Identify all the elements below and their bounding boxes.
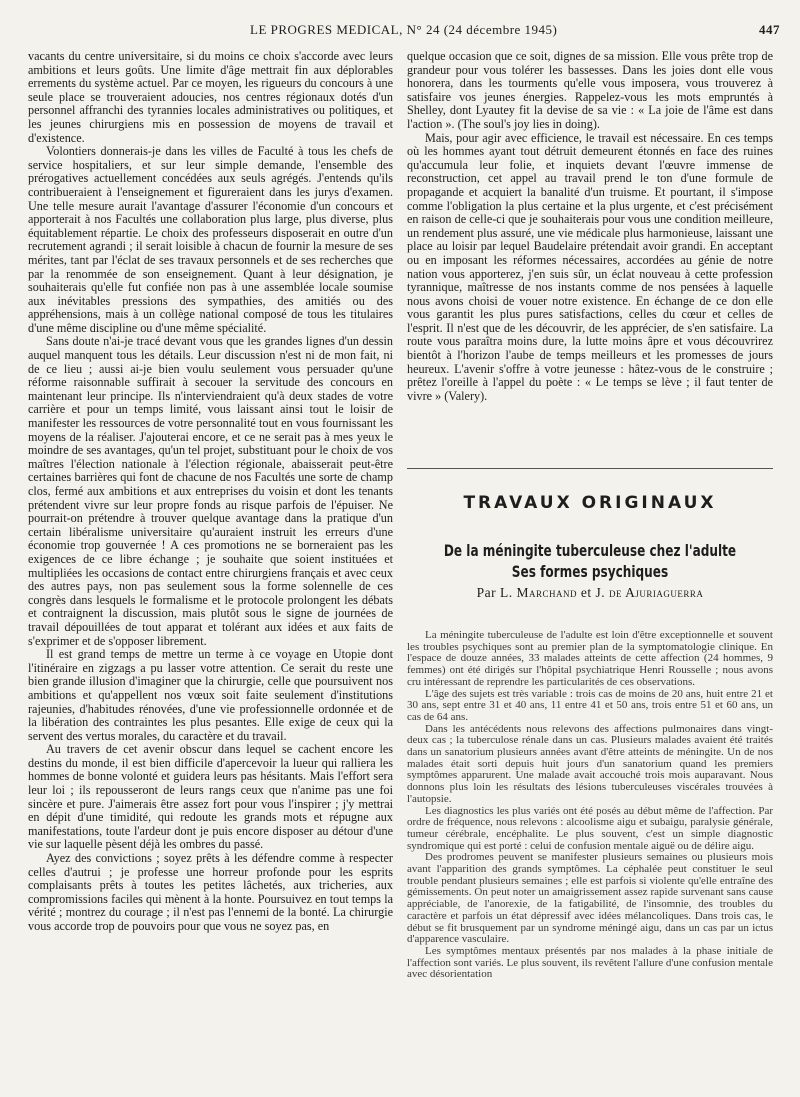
article-title <box>436 540 743 582</box>
paragraph: Il est grand temps de mettre un terme à ce voyage en Utopie dont l'itinéraire en zigzags a pu lasser votre attention. Ce serait du reste une bien grande illusion d'imaginer que la chirurgie, celle que poursuivent nos ambitions et qu'appellent nos vœux soit faite seulement d'institutions rajeunies, d'habitudes rénovées, d'une vie professionnelle ordonnée et de la libération des contraintes les plus pesantes. Elle exige de ceux qui la servent des vertus morales, du caractère et du travail. <box>28 647 393 743</box>
section-divider <box>407 468 773 469</box>
article-body <box>407 630 773 981</box>
paragraph: Ayez des convictions ; soyez prêts à les défendre comme à respecter celles d'autrui ; je professe une horreur profonde pour les esprits complaisants prêts à toutes les petites lâchetés, aux tricheries, aux compromissions faciles qui mènent à la honte. Poursuivez en tout temps la vérité ; montrez du courage ; il n'est pas l'ennemi de la bonté. La chirurgie vous accorde trop de pouvoirs pour que vous ne soyez pas, en <box>28 851 393 933</box>
left-column <box>28 50 393 934</box>
paragraph: Au travers de cet avenir obscur dans lequel se cachent encore les destins du monde, il est bien difficile d'apercevoir la lueur qui ralliera les hommes de bonne volonté et guidera leurs pas hésitants. Mais l'effort sera leur loi ; ils repousseront de leurs rangs ceux que n'anime pas une foi sincère et pure. J'aimerais être assez fort pour vous l'inspirer ; j'y mettrai en dépit d'une timidité, qui redoute les grands mots et répugne aux manifestations, toute l'ardeur dont je puis encore disposer au détour d'une vie sur laquelle pèsent déjà les ombres du passé. <box>28 742 393 852</box>
byline <box>407 585 773 601</box>
paragraph: Volontiers donnerais-je dans les villes de Faculté à tous les chefs de service hospitaliers, et sur leur simple demande, l'ensemble des prérogatives actuellement concédées aux seuls agrégés. J'entends qu'ils contribueraient à l'enseignement et figureraient dans les jurys d'examen. Une telle mesure aurait l'avantage d'assurer l'économie d'un concours et apporterait à nos Facultés une collaboration plus large, plus diverse, plus équitablement répartie. Le choix des professeurs disposerait en outre d'un recrutement agrandi ; il serait loisible à chacun de fournir la mesure de ses mérites, tant par l'éclat de ses travaux personnels et de ses recherches que par la renommée de son enseignement. Quant à leur désignation, je souhaiterais qu'elle fut confiée non pas à une assemblée locale soumise aux inévitables pressions des sympathies, des amitiés ou des appréhensions, mais à un collège national composé de tous les titulaires d'une même discipline ou d'une même spécialité. <box>28 144 393 335</box>
paragraph: Mais, pour agir avec efficience, le travail est nécessaire. En ces temps où les hommes ayant tout détruit demeurent étonnés en face des ruines qu'accumula leur folie, et inquiets devant l'œuvre immense de reconstruction, cet appel au travail prend le ton d'une formule de propagande et acquiert la banalité d'un truisme. Et pourtant, il s'impose comme l'obligation la plus certaine et la plus urgente, et c'est précisément en raison de celle-ci que je souhaiterais pour vous une condition meilleure, un rendement plus assuré, une vie médicale plus harmonieuse, laissant une place au loisir par lequel Baudelaire prétendait avoir grandi. En acceptant ou en imposant les réformes nécessaires, accordées au génie de notre nation vous apporterez, j'en suis sûr, un éclat nouveau à cette profession tyrannique, maîtresse de nos instants comme de nos pensées à laquelle nous avons choisi de vouer notre existence. En échange de ce don elle vous garantit les plus pures satisfactions, celles du cœur et celles de l'esprit. Il n'est que de les découvrir, de les apprécier, de s'en satisfaire. La route vous paraîtra moins dure, la lutte moins âpre et vous découvrirez bientôt à l'horizon l'aube de temps meilleurs et les promesses de jours heureux. L'avenir s'offre à votre jeunesse : hâtez-vous de le construire ; prêtez l'oreille à l'appel du poète : « Le temps se lève ; il faut tenter de vivre » (Valery). <box>407 130 773 403</box>
author-name: Marchand <box>516 585 577 600</box>
paragraph: Des prodromes peuvent se manifester plusieurs semaines ou plusieurs mois avant l'apparition des grands symptômes. La céphalée peut constituer le seul trouble pendant plusieurs semaines ; elle est parfois si violente qu'elle entraîne des gémissements. On peut noter un amaigrissement assez rapide survenant sans cause appréciable, de l'anorexie, de la fatigabilité, de l'insomnie, des troubles du caractère et parfois un état dépressif avec idées mélancoliques. Dans trois cas, le début se fit brusquement par un syndrome méningé aigu, dans un cas par un ictus d'apparence vasculaire. <box>407 851 773 946</box>
paragraph: vacants du centre universitaire, si du moins ce choix s'accorde avec leurs ambitions et leurs goûts. Une limite d'âge mettrait fin aux déplorables errements du système actuel. Par ce moyen, les rigueurs du concours à une seule place se trouveraient adoucies, nos centres régionaux dotés d'un personnel affranchi des tyrannies locales administratives ou politiques, et les jeunes chirurgiens mis en possession de moyens de travail et d'existence. <box>28 49 393 145</box>
paragraph: Dans les antécédents nous relevons des affections pulmonaires dans vingt-deux cas ; la tuberculose rénale dans un cas. Plusieurs malades avaient été traités dans un sanatorium plusieurs années avant d'être atteints de méningite. Un de nos malades était sorti depuis huit jours d'un sanatorium quand les premiers symptômes apparurent. Une malade avait accouché trois mois auparavant. Nous donnons plus loin les résultats des lésions tuberculeuses viscérales trouvées à l'autopsie. <box>407 722 773 805</box>
paragraph: Les symptômes mentaux présentés par nos malades à la phase initiale de l'affection sont variés. Le plus souvent, ils revêtent l'allure d'une confusion mentale avec désorientation <box>407 944 773 981</box>
byline-par: Par L. <box>476 585 513 600</box>
paragraph: quelque occasion que ce soit, dignes de sa mission. Elle vous prête trop de grandeur pour vous tolérer les bassesses. Dans les joies dont elle vous honorera, dans les tourments qu'elle vous imposera, vous trouverez à satisfaire vos jeunes énergies. Rappelez-vous les mots empruntés à Shelley, dont Lyautey fit la devise de sa vie : « La joie de l'âme est dans l'action ». (The soul's joy lies in doing). <box>407 49 773 131</box>
page-number: 447 <box>759 22 780 37</box>
byline-et: et J. <box>580 585 606 600</box>
right-column <box>407 50 773 403</box>
article-title-line: De la méningite tuberculeuse chez l'adulte <box>443 541 737 560</box>
paragraph: Les diagnostics les plus variés ont été posés au début même de l'affection. Par ordre de fréquence, nous relevons : alcoolisme aigu et subaigu, paralysie générale, tumeur cérébrale, encéphalite. Le plus souvent, c'est un simple diagnostic syndromique qui est porté : celui de confusion mentale aiguë ou de délire aigu. <box>407 804 773 852</box>
paragraph: Sans doute n'ai-je tracé devant vous que les grandes lignes d'un dessin auquel manquent tous les détails. Leur discussion n'est ni de mon fait, ni de ce lieu ; aussi ai-je bien voulu seulement vous persuader qu'une réforme raisonnable suffirait à secouer la servitude des concours en maintenant leur principe. Ils n'interviendraient qu'à deux stades de votre carrière et pour un temps limité, vous laissant ainsi tout le loisir de manifester les ressources de votre personnalité tout en vous fournissant les moyens de la réaliser. J'ajouterai encore, et ce ne serait pas à mes yeux le moindre de ses avantages, qu'un tel projet, substituant pour le choix de vos maîtres l'élection nationale à l'élection régionale, abaisserait peut-être certaines barrières qui font de chacune de nos Facultés une sorte de champ clos, fermé aux ambitions et aux entreprises du voisin et dont les tenants prétendent vivre sur leur propre fonds au risque parfois de l'épuiser. Ne pourrait-on prétendre à trouver quelque avantage dans la pratique d'un certain libéralisme universitaire qu'auraient instruit les erreurs d'une économie trop gouvernée ! A ces promotions ne se borneraient pas les exigences de ce libre échange ; je souhaite que soient instituées et multipliées les occasions de contact entre chirurgiens français et avec ceux des autres pays, non pas seulement sous la forme solennelle de ces congrès dans lesquels le formalisme et le protocole prolongent les débats et contraignent la discussion, mais plutôt sous le signe de journées de travail dépouillées de tout apparat et tolérant aux idées et aux faits de s'exprimer et de s'opposer librement. <box>28 334 393 648</box>
author-name: de Ajuriaguerra <box>609 585 704 600</box>
article-subtitle: Ses formes psychiques <box>511 562 669 581</box>
paragraph: L'âge des sujets est très variable : trois cas de moins de 20 ans, huit entre 21 et 30 ans, sept entre 31 et 40 ans, 11 entre 41 et 50 ans, trois entre 51 et 60 ans, un cas de 64 ans. <box>407 687 773 723</box>
paragraph: La méningite tuberculeuse de l'adulte est loin d'être exceptionnelle et souvent les troubles psychiques sont au premier plan de la symptomatologie clinique. En l'espace de douze années, 33 malades atteints de cette affection (24 hommes, 9 femmes) ont été dirigés sur l'hôpital psychiatrique Henri Rousselle ; nous avons cru intéressant de reprendre les particularités de ces observations. <box>407 629 773 688</box>
running-head <box>250 22 780 42</box>
section-heading: TRAVAUX ORIGINAUX <box>463 493 717 513</box>
journal-title: LE PROGRES MEDICAL, N° 24 (24 décembre 1945) <box>250 22 558 37</box>
